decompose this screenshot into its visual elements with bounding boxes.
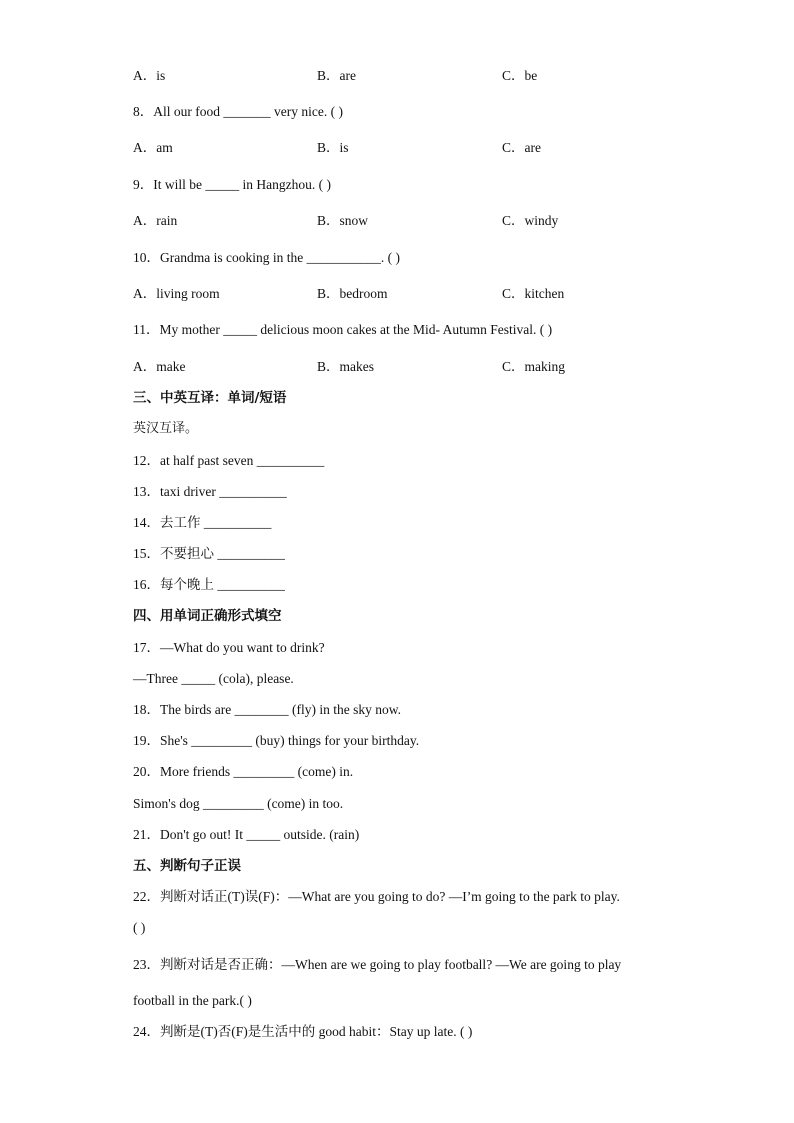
question-22-bracket: ( ) (133, 920, 146, 935)
q7-option-b: B．are (317, 68, 356, 83)
question-11: 11．My mother _____ delicious moon cakes at the Mid- Autumn Festival. ( ) (133, 322, 553, 337)
q9-option-c: C．windy (502, 213, 559, 228)
q9-option-b: B．snow (317, 213, 369, 228)
q8-options (133, 139, 693, 157)
question-10: 10．Grandma is cooking in the ___________. ( ) (133, 250, 400, 265)
question-16: 16．每个晚上 __________ (133, 577, 285, 592)
q11-options (133, 358, 693, 376)
question-21: 21．Don't go out! It _____ outside. (rain) (133, 827, 360, 842)
q7-options (133, 67, 693, 85)
question-24: 24．判断是(T)否(F)是生活中的 good habit：Stay up late. ( ) (133, 1024, 473, 1039)
q10-option-c: C．kitchen (502, 286, 565, 301)
q7-option-a: A．is (133, 68, 166, 83)
q10-option-b: B．bedroom (317, 286, 388, 301)
question-20-line-1: 20．More friends _________ (come) in. (133, 764, 354, 779)
question-18: 18．The birds are ________ (fly) in the sky now. (133, 702, 401, 717)
section-3-title: 三、中英互译：单词/短语 (133, 390, 287, 406)
q9-options (133, 212, 693, 230)
section-4-title: 四、用单词正确形式填空 (133, 608, 282, 624)
q8-option-a: A．am (133, 140, 173, 155)
question-14: 14．去工作 __________ (133, 515, 272, 530)
q9-option-a: A．rain (133, 213, 178, 228)
question-23-continued: football in the park.( ) (133, 993, 252, 1008)
q8-option-b: B．is (317, 140, 349, 155)
section-3-instruction: 英汉互译。 (133, 421, 199, 436)
question-15: 15．不要担心 __________ (133, 546, 285, 561)
section-5-title: 五、判断句子正误 (133, 858, 241, 874)
question-17-prompt: 17．—What do you want to drink? (133, 640, 325, 655)
question-8: 8．All our food _______ very nice. ( ) (133, 104, 343, 119)
question-19: 19．She's _________ (buy) things for your birthday. (133, 733, 420, 748)
question-23: 23．判断对话是否正确：—When are we going to play football? —We are going to play (133, 957, 622, 972)
question-9: 9．It will be _____ in Hangzhou. ( ) (133, 177, 331, 192)
q8-option-c: C．are (502, 140, 541, 155)
question-13: 13．taxi driver __________ (133, 484, 287, 499)
q7-option-c: C．be (502, 68, 538, 83)
question-12: 12．at half past seven __________ (133, 453, 325, 468)
question-22: 22．判断对话正(T)误(F)：—What are you going to do? —I’m going to the park to play. (133, 889, 620, 904)
question-20-line-2: Simon's dog _________ (come) in too. (133, 796, 344, 811)
q10-option-a: A．living room (133, 286, 220, 301)
q11-option-b: B．makes (317, 359, 374, 374)
question-17-answer: —Three _____ (cola), please. (133, 671, 294, 686)
q11-option-c: C．making (502, 359, 565, 374)
q11-option-a: A．make (133, 359, 186, 374)
q10-options (133, 285, 693, 303)
